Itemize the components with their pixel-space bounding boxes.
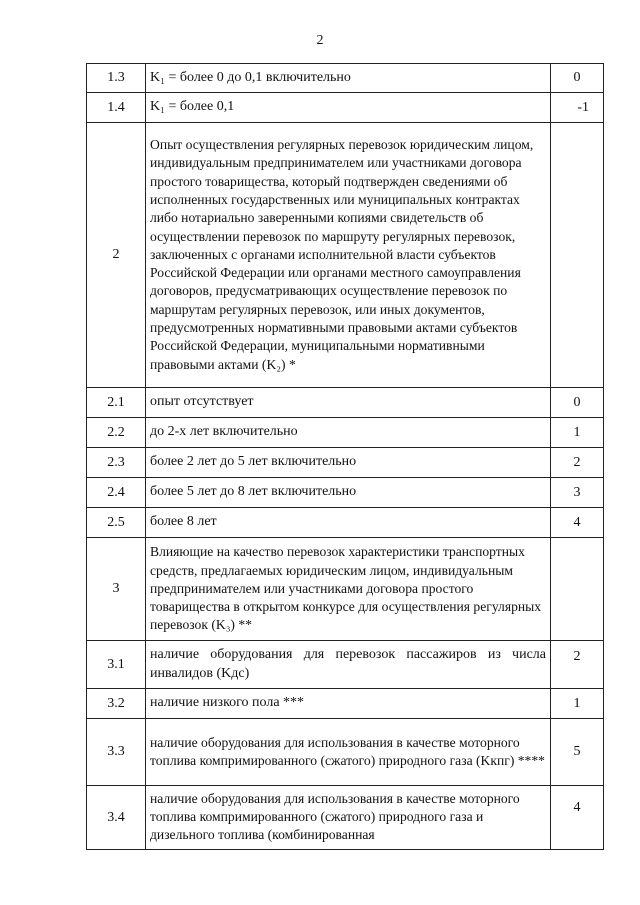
table-row <box>87 719 604 786</box>
row-value <box>551 123 604 388</box>
row-number: 3 <box>87 538 146 641</box>
row-description: опыт отсутствует <box>146 388 551 418</box>
row-description: более 5 лет до 8 лет включительно <box>146 478 551 508</box>
row-description: до 2-х лет включительно <box>146 418 551 448</box>
row-value <box>551 538 604 641</box>
table-row <box>87 689 604 719</box>
row-number: 3.3 <box>87 719 146 786</box>
row-value: 5 <box>551 719 604 786</box>
row-description: K₁ = более 0,1 <box>146 93 551 123</box>
row-value: 1 <box>551 418 604 448</box>
row-value: 1 <box>551 689 604 719</box>
row-description: наличие оборудования для перевозок пассажиров из числа инвалидов (Kдс) <box>146 641 551 689</box>
row-value: 0 <box>551 388 604 418</box>
row-number: 1.3 <box>87 64 146 93</box>
row-description: более 8 лет <box>146 508 551 538</box>
row-description: более 2 лет до 5 лет включительно <box>146 448 551 478</box>
table-row <box>87 538 604 641</box>
row-number: 2.3 <box>87 448 146 478</box>
row-number: 2.5 <box>87 508 146 538</box>
row-number: 2.4 <box>87 478 146 508</box>
table-row <box>87 478 604 508</box>
row-number: 3.4 <box>87 786 146 850</box>
row-description: Влияющие на качество перевозок характеристики транспортных средств, предлагаемых юридическим лицом, индивидуальным предпринимателем или участниками договора простого товарищества в открытом конкурсе для осуществления регулярных перевозок (K₃) ** <box>146 538 551 641</box>
row-description: K₁ = более 0 до 0,1 включительно <box>146 64 551 93</box>
table-row <box>87 123 604 388</box>
row-number: 2.1 <box>87 388 146 418</box>
row-number: 2.2 <box>87 418 146 448</box>
table-row <box>87 388 604 418</box>
row-value: 2 <box>551 641 604 689</box>
row-number: 3.1 <box>87 641 146 689</box>
row-value: 2 <box>551 448 604 478</box>
row-value: 0 <box>551 64 604 93</box>
table-row <box>87 641 604 689</box>
row-value: 4 <box>551 786 604 850</box>
table-row <box>87 93 604 123</box>
row-description: наличие оборудования для использования в качестве моторного топлива компримированного (сжатого) природного газа (Kкпг) **** <box>146 719 551 786</box>
row-value: -1 <box>551 93 604 123</box>
table-row <box>87 786 604 850</box>
row-number: 1.4 <box>87 93 146 123</box>
row-description: наличие низкого пола *** <box>146 689 551 719</box>
row-value: 3 <box>551 478 604 508</box>
table-row <box>87 508 604 538</box>
row-number: 3.2 <box>87 689 146 719</box>
page-number: 2 <box>316 33 324 48</box>
row-description: наличие оборудования для использования в качестве моторного топлива компримированного (сжатого) природного газа и дизельного топлива (комбинированная <box>146 786 551 850</box>
row-number: 2 <box>87 123 146 388</box>
table-row <box>87 418 604 448</box>
table-row <box>87 64 604 93</box>
row-value: 4 <box>551 508 604 538</box>
row-description: Опыт осуществления регулярных перевозок юридическим лицом, индивидуальным предпринимателем или участниками договора простого товарищества, который подтвержден сведениями об исполненных государственных или муниципальных контрактах либо нотариально заверенными копиями свидетельств об осуществлении перевозок по маршруту регулярных перевозок, заключенных с органами исполнительной власти субъектов Российской Федерации или органами местного самоуправления договоров, предусматривающих осуществление перевозок по маршрутам регулярных перевозок, или иных документов, предусмотренных нормативными правовыми актами субъектов Российской Федерации, муниципальными нормативными правовыми актами (K₂) * <box>146 123 551 388</box>
table-row <box>87 448 604 478</box>
criteria-table <box>86 63 604 850</box>
